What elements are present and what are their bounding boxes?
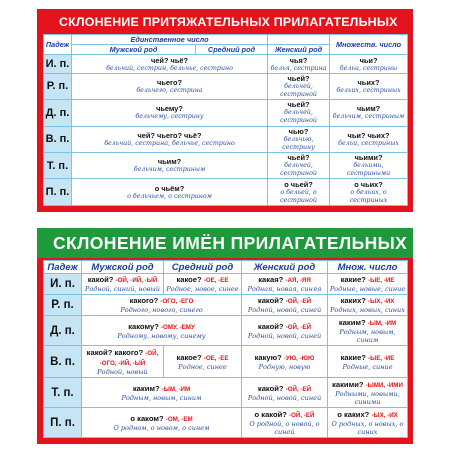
plural-cell — [328, 346, 408, 378]
adjective-table-body — [44, 274, 408, 438]
example-words: Родной, синий, новый — [85, 285, 160, 294]
header-singular: Единственное число — [72, 35, 268, 45]
question — [73, 131, 266, 140]
feminine-cell — [268, 179, 330, 206]
feminine-cell — [268, 126, 330, 152]
possessive-adjectives-panel — [37, 9, 413, 212]
case-label: В. п. — [44, 126, 72, 152]
example-words: о бельчьем, о сестрином — [127, 192, 212, 200]
question-text: чьей? — [287, 153, 310, 163]
question — [73, 104, 266, 113]
question — [83, 414, 240, 424]
question — [269, 74, 328, 83]
plural-cell — [330, 73, 408, 99]
plural-cell — [328, 316, 408, 346]
question-text: какое? — [176, 352, 202, 362]
header-masculine-label: Мужской род — [109, 45, 158, 55]
example-words: Родного, нового, синего — [120, 306, 203, 315]
plural-cell — [330, 153, 408, 179]
question-text: чьи? — [359, 55, 378, 65]
question-text: чьей? — [287, 73, 310, 83]
table-row — [44, 73, 408, 99]
question-text: какие? — [340, 352, 366, 362]
question — [83, 296, 240, 306]
case-label: В. п. — [44, 346, 82, 378]
question-text: какое? — [176, 275, 202, 285]
plural-cell — [330, 55, 408, 73]
table-row — [44, 408, 408, 438]
ending-text: -ЫХ, -ИХ — [368, 298, 395, 306]
question-text: о какой? — [254, 409, 287, 419]
masculine-cell — [82, 274, 164, 295]
example-words: О родной, о новой, о синей — [249, 419, 320, 436]
header-female — [268, 35, 330, 45]
ending-text: -ОЙ, -ЕЙ — [285, 298, 312, 306]
adjectives-panel-title: СКЛОНЕНИЕ ИМЁН ПРИЛАГАТЕЛЬНЫХ — [53, 233, 408, 253]
question-text: чей? чьего? чьё? — [137, 130, 202, 140]
question-text: каких? — [340, 296, 366, 306]
header-feminine: Женский род — [268, 45, 330, 55]
question — [331, 78, 406, 87]
ending-text: -ОЕ, -ЕЕ — [203, 354, 229, 362]
feminine-cell — [268, 100, 330, 126]
masc-neut-cell — [72, 153, 268, 179]
example-words: бельчий, сестрин, бельчье, сестрино — [106, 64, 233, 72]
table-row — [44, 179, 408, 206]
question — [329, 410, 406, 420]
adjectives-panel-title-bar — [37, 228, 413, 258]
table-row — [44, 316, 408, 346]
question-text: чью? — [288, 126, 309, 136]
example-words: бельчим, сестриным — [133, 166, 206, 174]
question-text: чьему? — [156, 104, 183, 114]
question-text: о чьей? — [284, 179, 313, 189]
example-words: Родной, новой, синей — [247, 331, 322, 340]
masc-neut-cell — [82, 316, 242, 346]
header-masculine: Мужской род — [82, 261, 164, 274]
table-row — [44, 55, 408, 73]
example-words: Родной, новый — [97, 367, 148, 376]
neuter-cell — [164, 274, 242, 295]
question — [329, 318, 406, 328]
question — [243, 353, 326, 363]
example-words: бельи, сестрины — [339, 64, 398, 72]
ending-text: -ОМУ, -ЕМУ — [160, 323, 195, 331]
example-words: О родном, о новом, о синем — [113, 423, 210, 432]
example-words: бельчью, сестрину — [282, 135, 315, 151]
example-words: Родные, новые, синие — [329, 285, 406, 294]
question — [329, 380, 406, 390]
feminine-cell — [268, 55, 330, 73]
table-row — [44, 295, 408, 316]
question — [243, 322, 326, 332]
table-header-row — [44, 261, 408, 274]
ending-text: -ЫМ, -ИМ — [367, 319, 397, 327]
question — [243, 384, 326, 394]
question-text: какой? — [87, 275, 114, 285]
ending-text: -УЮ, -ЮЮ — [283, 354, 315, 362]
case-label: Д. п. — [44, 316, 82, 346]
question-text: чей? чьё? — [151, 55, 188, 65]
question-text: о каких? — [337, 409, 370, 419]
table-row — [44, 126, 408, 152]
header-case: Падеж — [44, 35, 72, 55]
case-label: Т. п. — [44, 378, 82, 408]
question-text: какая? — [258, 275, 284, 285]
adjectives-panel — [37, 228, 413, 444]
question-text: чья? — [289, 55, 308, 65]
table-row — [44, 346, 408, 378]
masculine-cell — [82, 346, 164, 378]
question — [269, 180, 328, 189]
feminine-cell — [242, 316, 328, 346]
question — [83, 384, 240, 394]
ending-text: -ЫЕ, -ИЕ — [368, 354, 395, 362]
ending-text: -ОЙ, -ЕЙ — [285, 385, 312, 393]
example-words: о бельей, о сестриной — [280, 188, 317, 204]
question — [269, 127, 328, 136]
question-text: о каком? — [130, 413, 164, 423]
question — [329, 296, 406, 306]
plural-cell — [328, 274, 408, 295]
plural-cell — [330, 179, 408, 206]
example-words: Родным, новым, синим — [339, 327, 396, 344]
masc-neut-cell — [82, 295, 242, 316]
question — [83, 275, 162, 285]
header-plural: Множеств. число — [330, 35, 408, 55]
example-words: Родные, синие — [342, 362, 393, 371]
case-label: П. п. — [44, 408, 82, 438]
ending-text: -ОГО, -ЕГО — [160, 298, 194, 306]
case-label: Т. п. — [44, 153, 72, 179]
question — [73, 184, 266, 193]
question-text: какого? — [129, 296, 159, 306]
feminine-cell — [242, 408, 328, 438]
ending-text: -ЫХ, -ИХ — [371, 411, 398, 419]
ending-text: -ЫМИ, -ИМИ — [365, 381, 403, 389]
case-label: Р. п. — [44, 73, 72, 99]
question-text: какой? — [257, 383, 284, 393]
example-words: бельчего, сестрина — [136, 86, 203, 94]
question — [73, 56, 266, 65]
ending-text: -ОЕ, -ЕЕ — [203, 277, 229, 285]
header-neuter — [196, 45, 268, 55]
plural-cell — [328, 295, 408, 316]
example-words: Родное, новое, синее — [166, 285, 239, 294]
question-text: чьим? — [157, 157, 182, 167]
plural-cell — [328, 408, 408, 438]
header-case: Падеж — [44, 261, 82, 274]
header-plural: Множ. число — [328, 261, 408, 274]
example-words: Родным, новым, синим — [121, 393, 202, 402]
question — [331, 180, 406, 189]
example-words: Родное, синее — [178, 362, 227, 371]
example-words: белья, сестрина — [270, 64, 327, 72]
question — [331, 131, 406, 140]
example-words: бельчей, сестриной — [280, 82, 317, 98]
example-words: Родной, новой, синей — [247, 393, 322, 402]
example-words: бельих, сестриных — [336, 86, 401, 94]
question-text: какую? — [254, 352, 282, 362]
case-label: Д. п. — [44, 100, 72, 126]
example-words: бельчий, сестрина, бельчье, сестрино — [104, 139, 235, 147]
table-row — [44, 274, 408, 295]
question-text: чьего? — [157, 77, 182, 87]
masc-neut-cell — [82, 408, 242, 438]
case-label: Р. п. — [44, 295, 82, 316]
question — [269, 56, 328, 65]
example-words: Родными, новыми, синими — [335, 389, 400, 406]
question — [329, 353, 406, 363]
masc-neut-cell — [72, 73, 268, 99]
table-row — [44, 153, 408, 179]
example-words: бельчим, сестриным — [332, 113, 405, 121]
example-words: Родных, новых, синих — [330, 306, 405, 315]
masc-neut-cell — [72, 100, 268, 126]
header-masculine — [72, 45, 196, 55]
example-words: бельими, сестриными — [346, 162, 391, 178]
question-text: каким? — [132, 383, 160, 393]
question-text: чьим? — [356, 104, 381, 114]
ending-text: -ЫЕ, -ИЕ — [368, 277, 395, 285]
question-text: какие? — [340, 275, 366, 285]
table-header-row — [44, 35, 408, 45]
question — [243, 296, 326, 306]
question-text: какой? — [257, 321, 284, 331]
question — [165, 275, 240, 285]
question-text: какой? — [257, 296, 284, 306]
question — [165, 353, 240, 363]
question — [83, 348, 162, 368]
header-neuter-label: Средний род — [207, 45, 256, 55]
ending-text: -ОЙ, -ОГО, -ИЙ, -ЫЙ — [99, 349, 159, 367]
example-words: Родной, новой, синей — [247, 306, 322, 315]
question-text: чьей? — [287, 100, 310, 110]
plural-cell — [330, 100, 408, 126]
table-row — [44, 100, 408, 126]
question — [83, 322, 240, 332]
masc-neut-cell — [72, 55, 268, 73]
question — [331, 104, 406, 113]
question — [243, 410, 326, 420]
question-text: какой? какого? — [86, 347, 144, 357]
ending-text: -ЫМ, -ИМ — [161, 385, 191, 393]
case-label: П. п. — [44, 179, 72, 206]
question — [269, 100, 328, 109]
plural-cell — [328, 378, 408, 408]
example-words: бельчему, сестрину — [135, 113, 204, 121]
question — [269, 153, 328, 162]
ending-text: -ОЙ, -ЕЙ — [289, 411, 315, 419]
question-text: чьими? — [354, 153, 383, 163]
feminine-cell — [268, 153, 330, 179]
ending-text: -ОЙ, -ИЙ, -ЫЙ — [115, 277, 158, 285]
ending-text: -ОЙ, -ЕЙ — [285, 323, 312, 331]
example-words: о бельих, о сестриных — [349, 188, 388, 204]
question — [73, 157, 266, 166]
masc-neut-cell — [82, 378, 242, 408]
example-words: бельчей, сестриной — [280, 109, 317, 125]
question-text: какому? — [128, 321, 159, 331]
header-feminine: Женский род — [242, 261, 328, 274]
feminine-cell — [242, 346, 328, 378]
question-text: чьих? — [357, 77, 380, 87]
question — [331, 153, 406, 162]
ending-text: -ОМ, -ЕМ — [165, 415, 193, 423]
neuter-cell — [164, 346, 242, 378]
example-words: Родную, новую — [258, 362, 311, 371]
plural-cell — [330, 126, 408, 152]
possessive-declension-table — [43, 34, 408, 206]
feminine-cell — [268, 73, 330, 99]
feminine-cell — [242, 295, 328, 316]
case-label: И. п. — [44, 55, 72, 73]
example-words: О родных, о новых, о синих — [331, 419, 404, 436]
example-words: Родному, новому, синему — [117, 331, 206, 340]
question-text: чьи? чьих? — [347, 130, 390, 140]
ending-text: -АЯ, -ЯЯ — [285, 277, 311, 285]
possessive-table-body — [44, 55, 408, 206]
masc-neut-cell — [72, 179, 268, 206]
question-text: о чьём? — [154, 183, 185, 193]
example-words: Родная, новая, синяя — [247, 285, 322, 294]
question — [331, 56, 406, 65]
possessive-panel-title: СКЛОНЕНИЕ ПРИТЯЖАТЕЛЬНЫХ ПРИЛАГАТЕЛЬНЫХ — [59, 15, 398, 29]
question-text: какими? — [332, 379, 364, 389]
question-text: каким? — [338, 317, 366, 327]
header-neuter: Средний род — [164, 261, 242, 274]
example-words: бельчей, сестриной — [280, 162, 317, 178]
masc-neut-cell — [72, 126, 268, 152]
adjective-declension-table — [43, 260, 408, 438]
feminine-cell — [242, 274, 328, 295]
case-label: И. п. — [44, 274, 82, 295]
question — [243, 275, 326, 285]
question — [329, 275, 406, 285]
table-row — [44, 378, 408, 408]
question — [73, 78, 266, 87]
question-text: о чьих? — [354, 179, 383, 189]
feminine-cell — [242, 378, 328, 408]
example-words: бельи, сестриных — [338, 139, 399, 147]
